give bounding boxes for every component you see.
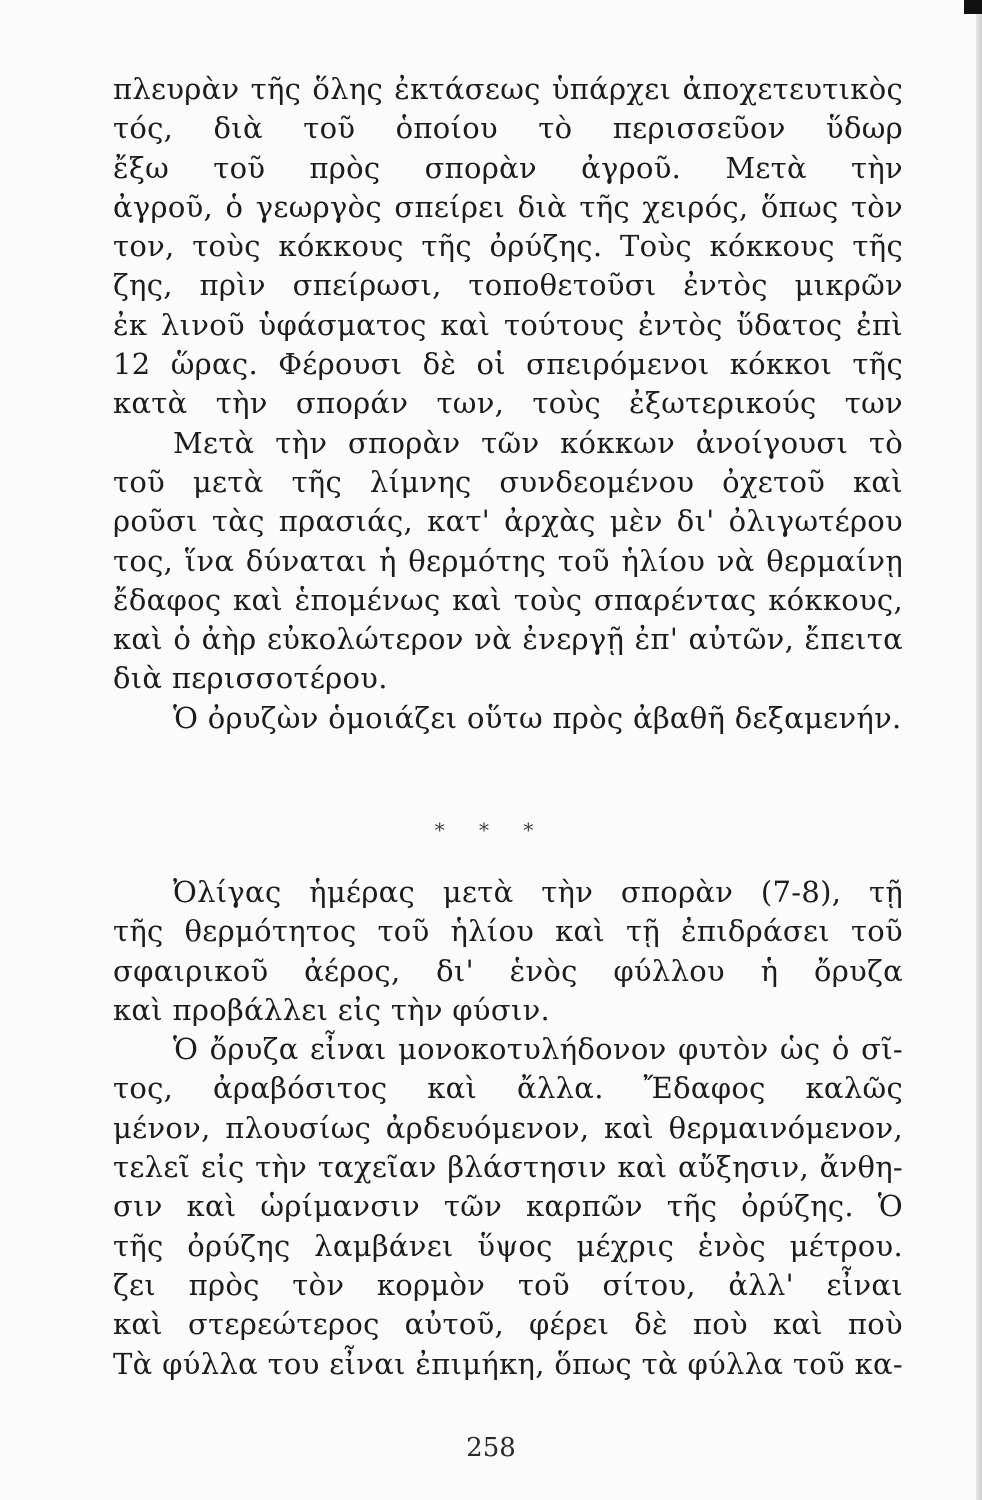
text-line: διὰ περισσοτέρου. (113, 661, 388, 696)
text-line: ἔδαφος καὶ ἑπομένως καὶ τοὺς σπαρέντας κόκκους, (113, 582, 903, 617)
text-line: τῆς ὀρύζης λαμβάνει ὕψος μέχρις ἑνὸς μέτρου. (113, 1228, 903, 1263)
text-line: ἀγροῦ, ὁ γεωργὸς σπείρει διὰ τῆς χειρός, ὅπως τὸν (113, 189, 903, 224)
text-line: ζει πρὸς τὸν κορμὸν τοῦ σίτου, ἀλλ' εἶναι (113, 1267, 903, 1302)
scan-corner-mark (964, 0, 982, 14)
text-line: καὶ στερεώτερος αὐτοῦ, φέρει δὲ ποὺ καὶ ποὺ (113, 1307, 903, 1342)
page-edge-shadow (976, 0, 982, 1500)
text-line: μένον, πλουσίως ἀρδευόμενον, καὶ θερμαινόμενον, (113, 1110, 903, 1145)
text-line: Ὀλίγας ἡμέρας μετὰ τὴν σπορὰν (7-8), τῇ (173, 875, 903, 909)
section-separator: * * * (434, 818, 548, 842)
text-line: καὶ προβάλλει εἰς τὴν φύσιν. (113, 992, 551, 1027)
text-line: Μετὰ τὴν σπορὰν τῶν κόκκων ἀνοίγουσι τὸ (173, 425, 903, 460)
text-line: Ὁ ὄρυζα εἶναι μονοκοτυλήδονον φυτὸν ὡς ὁ σῖ- (173, 1032, 903, 1067)
text-line: 12 ὥρας. Φέρουσι δὲ οἱ σπειρόμενοι κόκκοι τῆς (113, 347, 903, 382)
text-line: σφαιρικοῦ ἀέρος, δι' ἑνὸς φύλλου ἡ ὄρυζα (113, 953, 903, 988)
text-line: τος, ἀραβόσιτος καὶ ἄλλα. Ἔδαφος καλῶς (113, 1071, 903, 1106)
text-line: ροῦσι τὰς πρασιάς, κατ' ἀρχὰς μὲν δι' ὀλιγωτέρου (113, 504, 903, 539)
text-line: τοῦ μετὰ τῆς λίμνης συνδεομένου ὀχετοῦ καὶ (113, 464, 903, 499)
text-line: Ὁ ὀρυζὼν ὁμοιάζει οὕτω πρὸς ἀβαθῆ δεξαμενήν. (173, 700, 902, 735)
text-line: σιν καὶ ὡρίμανσιν τῶν καρπῶν τῆς ὀρύζης. Ὁ (113, 1189, 903, 1224)
text-line: τον, τοὺς κόκκους τῆς ὀρύζης. Τοὺς κόκκους τῆς (113, 229, 903, 264)
text-line: Τὰ φύλλα του εἶναι ἐπιμήκη, ὅπως τὰ φύλλα τοῦ κα- (113, 1346, 903, 1381)
text-line: καὶ ὁ ἀὴρ εὐκολώτερον νὰ ἐνεργῇ ἐπ' αὐτῶν, ἔπειτα (113, 622, 903, 657)
text-block-top (113, 70, 903, 738)
text-line: τός, διὰ τοῦ ὁποίου τὸ περισσεῦον ὕδωρ (113, 111, 903, 146)
text-line: τῆς θερμότητος τοῦ ἡλίου καὶ τῇ ἐπιδράσει τοῦ (113, 914, 903, 949)
text-line: τελεῖ εἰς τὴν ταχεῖαν βλάστησιν καὶ αὔξησιν, ἄνθη- (113, 1150, 903, 1185)
text-block-bottom (113, 873, 903, 1384)
text-line: κατὰ τὴν σποράν των, τοὺς ἐξωτερικούς των (113, 386, 903, 421)
text-line: τος, ἵνα δύναται ἡ θερμότης τοῦ ἡλίου νὰ θερμαίνῃ (113, 543, 903, 578)
text-line: ἔξω τοῦ πρὸς σπορὰν ἀγροῦ. Μετὰ τὴν (113, 150, 903, 185)
text-line: πλευρὰν τῆς ὅλης ἐκτάσεως ὑπάρχει ἀποχετευτικὸς (113, 72, 903, 106)
text-line: ζης, πρὶν σπείρωσι, τοποθετοῦσι ἐντὸς μικρῶν (113, 268, 903, 303)
text-line: ἐκ λινοῦ ὑφάσματος καὶ τούτους ἐντὸς ὕδατος ἐπὶ (113, 307, 903, 342)
page-number: 258 (466, 1433, 516, 1463)
